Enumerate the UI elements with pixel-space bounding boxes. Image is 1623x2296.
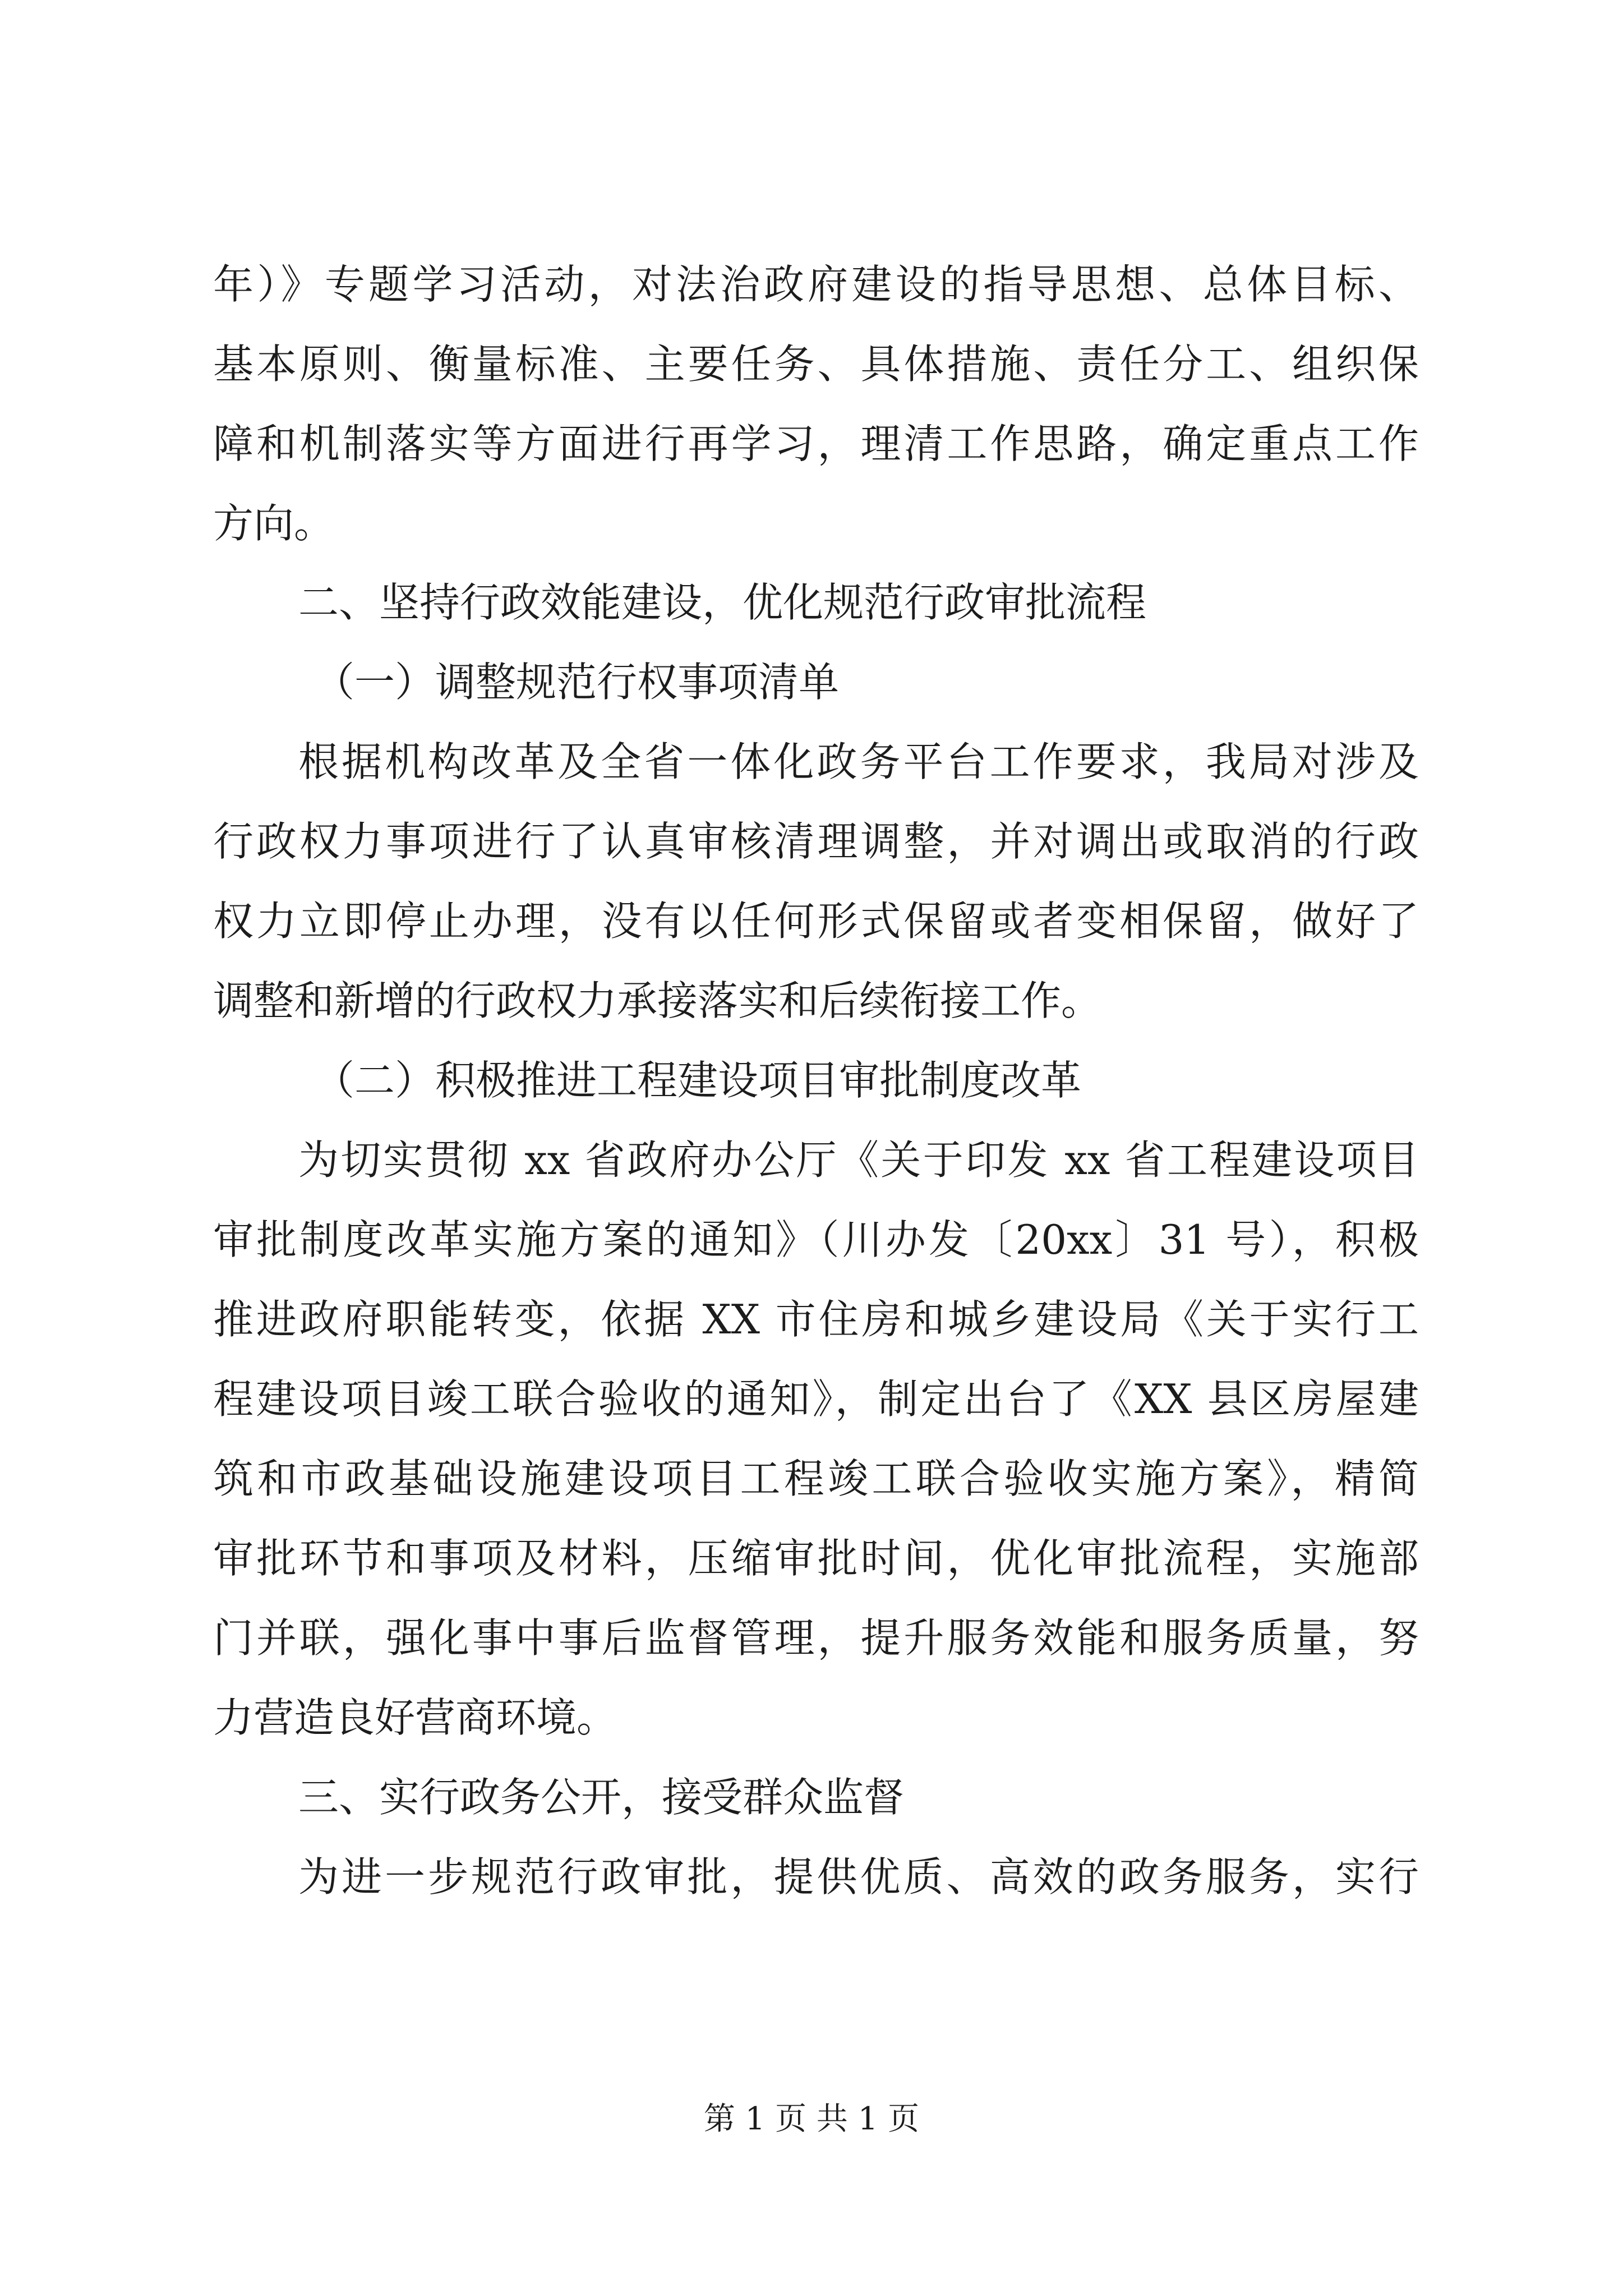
paragraph-line: 审批制度改革实施方案的通知》（川办发〔20xx〕31 号），积极 [213, 1216, 1419, 1263]
paragraph-line: 根据机构改革及全省一体化政务平台工作要求，我局对涉及 [298, 738, 1419, 785]
subsection-heading: （一）调整规范行权事项清单 [314, 659, 840, 706]
paragraph-line: 基本原则、衡量标准、主要任务、具体措施、责任分工、组织保 [213, 341, 1419, 388]
paragraph-line: 行政权力事项进行了认真审核清理调整，并对调出或取消的行政 [213, 818, 1419, 865]
paragraph-line: 力营造良好营商环境。 [213, 1694, 617, 1741]
paragraph-line: 障和机制落实等方面进行再学习，理清工作思路，确定重点工作 [213, 420, 1419, 467]
paragraph-line: 审批环节和事项及材料，压缩审批时间，优化审批流程，实施部 [213, 1535, 1419, 1582]
paragraph-line: 年）》专题学习活动，对法治政府建设的指导思想、总体目标、 [213, 261, 1419, 308]
paragraph-line: 权力立即停止办理，没有以任何形式保留或者变相保留，做好了 [213, 898, 1419, 945]
paragraph-line: 门并联，强化事中事后监督管理，提升服务效能和服务质量，努 [213, 1614, 1419, 1662]
paragraph-line: 方向。 [213, 500, 335, 547]
subsection-heading: （二）积极推进工程建设项目审批制度改革 [314, 1057, 1082, 1104]
page-footer: 第 1 页 共 1 页 [703, 2101, 920, 2137]
paragraph-line: 筑和市政基础设施建设项目工程竣工联合验收实施方案》，精简 [213, 1455, 1419, 1502]
paragraph-line: 为进一步规范行政审批，提供优质、高效的政务服务，实行 [298, 1853, 1419, 1901]
paragraph-line: 程建设项目竣工联合验收的通知》，制定出台了《XX 县区房屋建 [213, 1375, 1419, 1423]
section-heading: 二、坚持行政效能建设，优化规范行政审批流程 [298, 579, 1147, 626]
section-heading: 三、实行政务公开，接受群众监督 [298, 1774, 905, 1821]
paragraph-line: 调整和新增的行政权力承接落实和后续衔接工作。 [213, 977, 1102, 1024]
paragraph-line: 为切实贯彻 xx 省政府办公厅《关于印发 xx 省工程建设项目 [298, 1137, 1419, 1184]
paragraph-line: 推进政府职能转变，依据 XX 市住房和城乡建设局《关于实行工 [213, 1296, 1419, 1343]
